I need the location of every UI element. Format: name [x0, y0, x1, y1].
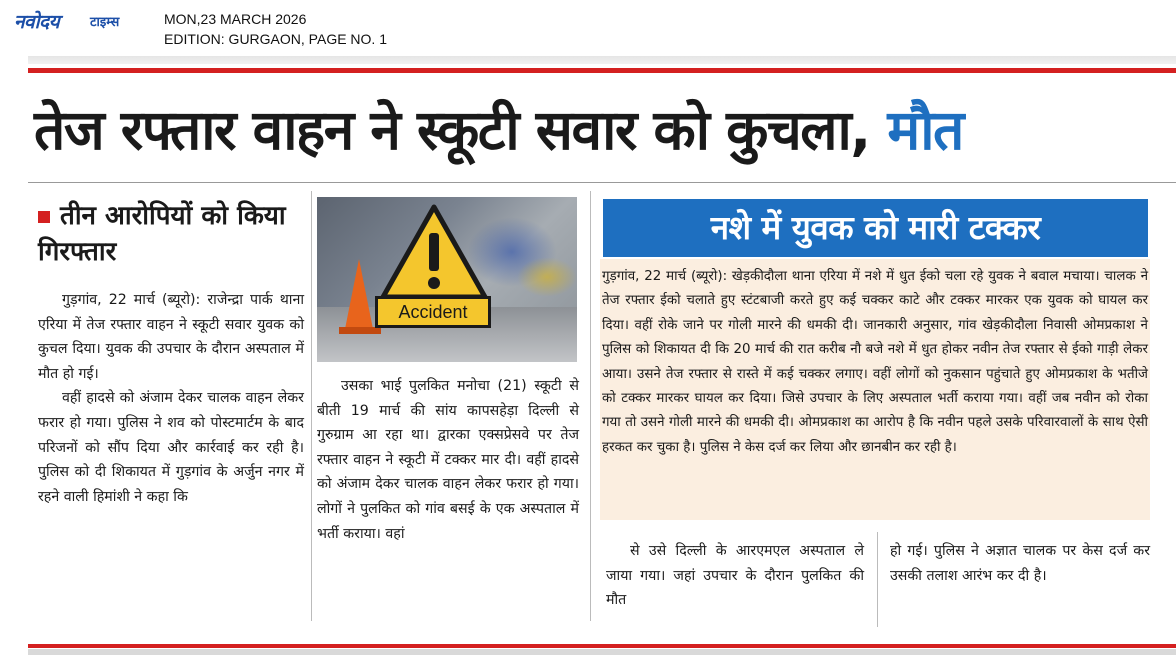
headline-text: तेज रफ्तार वाहन ने स्कूटी सवार को कुचला,: [34, 98, 870, 162]
top-red-rule: [28, 68, 1176, 73]
column-1-paragraph-2: वहीं हादसे को अंजाम देकर चालक वाहन लेकर फरार हो गया। पुलिस ने शव को पोस्टमार्टम के बाद परिजनों को सौंप दिया और कार्रवाई कर रही है। पुलिस को दी शिकायत में गुड़गांव के अर्जुन नगर में रहने वाली हिमांशी ने कहा कि: [38, 390, 304, 505]
headline-divider: [28, 182, 1176, 183]
accident-label: Accident: [375, 296, 491, 328]
headline-highlight: मौत: [887, 98, 963, 162]
traffic-cone-base: [339, 327, 381, 334]
warning-sign-icon: [379, 203, 489, 303]
article-column-3: [606, 539, 864, 613]
article-column-2: [317, 374, 579, 546]
masthead-bar: [0, 0, 1176, 56]
next-strip: [28, 649, 1176, 655]
column-2-paragraph: उसका भाई पुलकित मनोचा (21) स्कूटी से बीती 19 मार्च की सांय कापसहेड़ा दिल्ली से गुरुग्राम आ रहा था। द्वारका एक्सप्रेसवे पर तेज रफ्तार वाहन ने स्कूटी में टक्कर मार दी। वहीं हादसे को अंजाम देकर चालक वाहन लेकर फरार हो गया। लोगों ने पुलकित को गांव बसई के एक अस्पताल में भर्ती कराया। वहां: [317, 378, 579, 542]
column-divider: [590, 191, 591, 621]
logo-sub-text: टाइम्स: [90, 15, 120, 30]
bottom-red-rule: [28, 644, 1176, 648]
column-3-paragraph: से उसे दिल्ली के आरएमएल अस्पताल ले जाया गया। जहां उपचार के दौरान पुलकित की मौत: [606, 543, 864, 609]
red-square-bullet-icon: [38, 211, 50, 223]
newspaper-logo: [14, 8, 136, 32]
main-headline: [34, 84, 1174, 176]
article-column-1: [38, 288, 304, 509]
edition-line: EDITION: GURGAON, PAGE NO. 1: [164, 31, 387, 47]
sub-headline: [38, 198, 308, 270]
column-1-paragraph-1: गुड़गांव, 22 मार्च (ब्यूरो): राजेन्द्रा पार्क थाना एरिया में तेज रफ्तार वाहन ने स्कूटी सवार युवक को कुचल दिया। युवक की उपचार के दौरान अस्पताल में मौत हो गई।: [38, 292, 304, 382]
logo-main-text: नवोदय: [14, 11, 60, 33]
photo-bokeh: [517, 257, 577, 297]
sidebar-heading: नशे में युवक को मारी टक्कर: [603, 199, 1148, 257]
traffic-cone-icon: [345, 259, 373, 329]
date-line: MON,23 MARCH 2026: [164, 11, 307, 27]
previous-strip: [28, 56, 1176, 64]
sub-headline-text: तीन आरोपियों को किया गिरफ्तार: [38, 201, 286, 267]
edition-info: [164, 9, 387, 49]
article-column-4: [890, 539, 1150, 588]
sidebar-body-text: गुड़गांव, 22 मार्च (ब्यूरो): खेड़कीदौला थाना एरिया में नशे में धुत ईको चला रहे युवक ने बवाल मचाया। चालक ने तेज रफ्तार ईको चलाते हुए स्टंटबाजी करते हुए कई चक्कर काटे और टक्कर मारकर एक युवक को घायल कर दिया। वहीं रोके जाने पर गोली मारने की धमकी दी। जानकारी अनुसार, गांव खेड़कीदौला निवासी ओमप्रकाश ने पुलिस को शिकायत दी कि 20 मार्च की रात करीब नौ बजे नशे में धुत होकर नवीन तेज रफ्तार से ईको गाड़ी लेकर आया। उसने तेज रफ्तार से रास्ते में कई चक्कर लगाए। वहीं लोगों को नुकसान पहुंचाते हुए ओमप्रकाश के भतीजे को टक्कर मारकर घायल कर दिया। जिसे उपचार के लिए अस्पताल भर्ती कराया गया। वहीं जब नवीन को रोका गया तो उसने गोली मारने की धमकी दी। ओमप्रकाश का आरोप है कि नवीन पहले उसके परिवारवालों के साथ ऐसी हरकत कर चुका है। पुलिस ने केस दर्ज कर लिया और छानबीन कर रही है।: [602, 269, 1148, 455]
column-divider: [311, 191, 312, 621]
column-4-paragraph: हो गई। पुलिस ने अज्ञात चालक पर केस दर्ज कर उसकी तलाश आरंभ कर दी है।: [890, 543, 1150, 584]
column-divider: [877, 532, 878, 627]
newspaper-clipping: [28, 56, 1176, 655]
accident-photo: [317, 197, 577, 362]
